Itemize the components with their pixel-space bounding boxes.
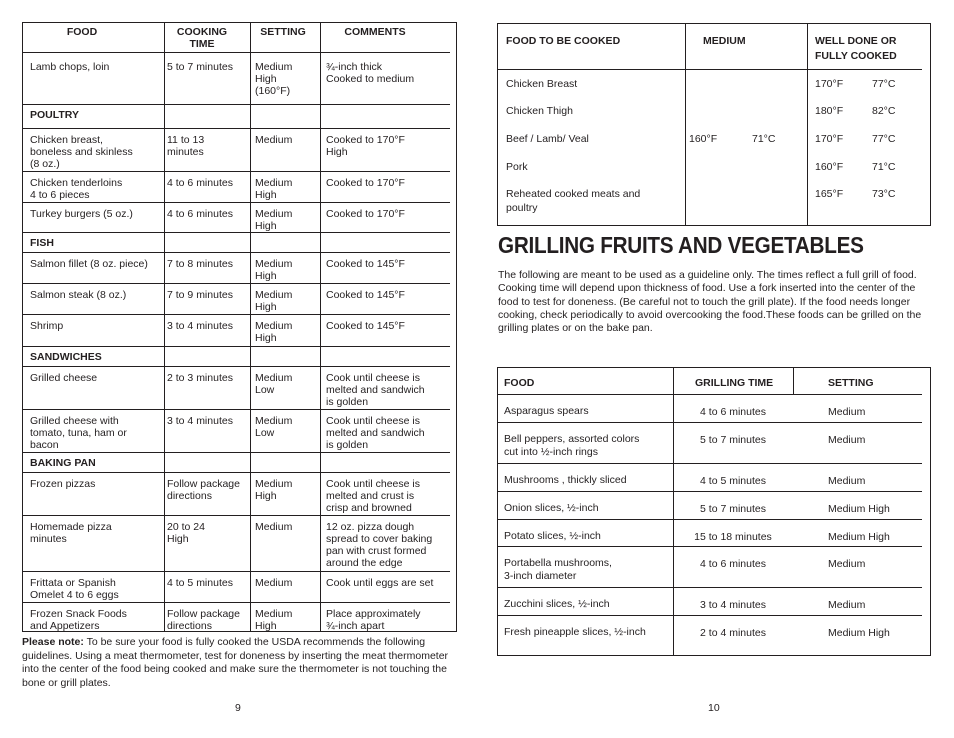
comments-cell: Cooked to 170°F (326, 208, 405, 220)
column-divider (320, 346, 321, 366)
setting-cell: Medium (828, 599, 866, 611)
header-divider (793, 394, 922, 395)
time-cell: 4 to 6 minutes (167, 177, 233, 189)
food-cell: Portabella mushrooms, 3-inch diameter (504, 557, 612, 582)
food-cell: Fresh pineapple slices, ½-inch (504, 626, 646, 638)
cooking-chart-table (22, 22, 457, 632)
row-divider (23, 472, 450, 473)
column-header-medium: MEDIUM (703, 35, 746, 47)
food-cell: Bell peppers, assorted colors cut into ½-inch rings (504, 433, 640, 458)
column-divider (320, 53, 321, 104)
grilling-time-cell: 5 to 7 minutes (700, 503, 766, 515)
setting-cell: Medium High (255, 478, 293, 502)
setting-cell: Medium High (255, 608, 293, 632)
column-divider (320, 602, 321, 632)
setting-cell: Medium High (255, 177, 293, 201)
setting-cell: Medium Low (255, 372, 293, 396)
food-cell: Onion slices, ½-inch (504, 502, 599, 514)
column-divider (250, 202, 251, 232)
column-divider (250, 171, 251, 202)
food-cell: Chicken tenderloins 4 to 6 pieces (30, 177, 123, 201)
row-divider (498, 491, 673, 492)
food-cell: Salmon fillet (8 oz. piece) (30, 258, 148, 270)
time-cell: 2 to 3 minutes (167, 372, 233, 384)
row-divider (673, 587, 793, 588)
time-cell: 7 to 8 minutes (167, 258, 233, 270)
column-divider (164, 128, 165, 171)
note-text: To be sure your food is fully cooked the USDA recommends the following guidelines. Using a meat thermometer, test for doneness by inserting the meat thermometer into the center of the food being cooked and make sure the thermometer is not touching the bone or grill plates. (22, 636, 449, 689)
setting-cell: Medium High (255, 258, 293, 282)
comments-cell: Cook until cheese is melted and sandwich is golden (326, 415, 425, 451)
row-divider (793, 519, 922, 520)
food-cell: Frozen pizzas (30, 478, 96, 490)
row-divider (23, 202, 450, 203)
column-divider (164, 252, 165, 283)
well-done-c-cell: 82°C (872, 105, 896, 117)
column-divider (164, 283, 165, 314)
column-divider (164, 53, 165, 104)
column-divider (250, 23, 251, 53)
grilling-time-cell: 3 to 4 minutes (700, 599, 766, 611)
column-divider (250, 346, 251, 366)
column-divider (320, 252, 321, 283)
food-cell: Grilled cheese (30, 372, 98, 384)
setting-cell: Medium (255, 577, 293, 589)
header-divider (498, 69, 922, 70)
row-divider (498, 587, 673, 588)
well-done-c-cell: 73°C (872, 188, 896, 200)
time-cell: 5 to 7 minutes (167, 61, 233, 73)
time-cell: 4 to 5 minutes (167, 577, 233, 589)
row-divider (673, 615, 793, 616)
column-divider (250, 283, 251, 314)
setting-cell: Medium (828, 558, 866, 570)
doneness-temperature-table (497, 23, 931, 226)
row-divider (23, 571, 450, 572)
setting-cell: Medium (828, 434, 866, 446)
row-divider (23, 515, 450, 516)
setting-cell: Medium High (255, 320, 293, 344)
time-cell: 4 to 6 minutes (167, 208, 233, 220)
row-divider (23, 283, 450, 284)
setting-cell: Medium (828, 475, 866, 487)
row-divider (673, 546, 793, 547)
usda-note (22, 636, 454, 690)
column-divider (250, 232, 251, 252)
food-cell: Beef / Lamb/ Veal (506, 133, 589, 145)
column-divider (320, 314, 321, 346)
setting-cell: Medium Low (255, 415, 293, 439)
column-divider (250, 515, 251, 571)
column-divider (320, 232, 321, 252)
medium-f-cell: 160°F (689, 133, 718, 145)
column-divider (807, 24, 808, 225)
food-cell: Homemade pizza minutes (30, 521, 112, 545)
grilling-time-cell: 2 to 4 minutes (700, 627, 766, 639)
section-title: GRILLING FRUITS AND VEGETABLES (498, 232, 864, 258)
food-cell: Pork (506, 161, 528, 173)
row-divider (793, 491, 922, 492)
note-label: Please note: (22, 636, 84, 648)
comments-cell: Cook until eggs are set (326, 577, 434, 589)
column-divider (164, 202, 165, 232)
row-divider (793, 422, 922, 423)
column-divider (164, 232, 165, 252)
intro-paragraph: The following are meant to be used as a guideline only. The times reflect a full grill of food. Cooking time will depend upon thickness of food. Use a fork inserted into the center of the food to test for doneness. (Be careful not to touch the grill plate). If the food needs longer cooking, check periodically to avoid overcooking the food.These foods can be grilled on the grilling plates or on the bake pan. (498, 269, 922, 335)
row-divider (793, 587, 922, 588)
setting-cell: Medium High (255, 208, 293, 232)
time-cell: 7 to 9 minutes (167, 289, 233, 301)
food-cell: Frittata or Spanish Omelet 4 to 6 eggs (30, 577, 119, 601)
comments-cell: ¾-inch thick Cooked to medium (326, 61, 415, 85)
row-divider (793, 615, 922, 616)
header-divider (23, 52, 450, 53)
row-divider (23, 104, 450, 105)
column-divider (164, 366, 165, 409)
column-divider (250, 571, 251, 602)
section-heading: FISH (30, 237, 54, 249)
column-divider (250, 366, 251, 409)
food-cell: Chicken Thigh (506, 105, 573, 117)
grilling-time-cell: 15 to 18 minutes (694, 531, 772, 543)
column-divider (164, 409, 165, 452)
row-divider (673, 491, 793, 492)
column-divider (164, 23, 165, 53)
row-divider (23, 128, 450, 129)
well-done-f-cell: 170°F (815, 133, 844, 145)
column-divider (320, 366, 321, 409)
time-cell: Follow package directions (167, 478, 240, 502)
grilling-time-cell: 5 to 7 minutes (700, 434, 766, 446)
comments-cell: Cooked to 170°F High (326, 134, 405, 158)
setting-cell: Medium High (828, 531, 890, 543)
column-divider (250, 252, 251, 283)
column-divider (685, 24, 686, 225)
column-divider (250, 602, 251, 632)
column-divider (320, 472, 321, 515)
column-header-comments: COMMENTS (344, 26, 406, 38)
medium-c-cell: 71°C (752, 133, 776, 145)
well-done-f-cell: 170°F (815, 78, 844, 90)
column-header-grilling-time: GRILLING TIME (695, 377, 774, 389)
grilling-time-cell: 4 to 6 minutes (700, 558, 766, 570)
food-cell: Frozen Snack Foods and Appetizers (30, 608, 127, 632)
header-divider (673, 394, 793, 395)
row-divider (793, 463, 922, 464)
well-done-f-cell: 165°F (815, 188, 844, 200)
page-number-left: 9 (235, 702, 241, 714)
page-number-right: 10 (708, 702, 720, 714)
row-divider (498, 422, 673, 423)
column-divider (320, 571, 321, 602)
section-heading: BAKING PAN (30, 457, 96, 469)
column-divider (320, 128, 321, 171)
food-cell: Zucchini slices, ½-inch (504, 598, 610, 610)
row-divider (23, 252, 450, 253)
column-divider (320, 23, 321, 53)
column-divider (250, 104, 251, 128)
time-cell: Follow package directions (167, 608, 240, 632)
row-divider (673, 519, 793, 520)
setting-cell: Medium High (255, 289, 293, 313)
well-done-c-cell: 77°C (872, 78, 896, 90)
column-divider (320, 171, 321, 202)
comments-cell: Cook until cheese is melted and sandwich is golden (326, 372, 425, 408)
food-cell: Lamb chops, loin (30, 61, 110, 73)
column-header-food: FOOD (504, 377, 535, 389)
row-divider (498, 615, 673, 616)
setting-cell: Medium (828, 406, 866, 418)
column-header-well-done: WELL DONE OR FULLY COOKED (815, 35, 897, 62)
food-cell: Shrimp (30, 320, 64, 332)
column-divider (164, 104, 165, 128)
row-divider (23, 366, 450, 367)
column-divider (320, 283, 321, 314)
column-divider (164, 472, 165, 515)
column-divider (793, 368, 794, 394)
column-divider (250, 53, 251, 104)
time-cell: 3 to 4 minutes (167, 320, 233, 332)
column-divider (164, 515, 165, 571)
comments-cell: Cooked to 145°F (326, 320, 405, 332)
grilling-fruits-vegetables-table (497, 367, 931, 656)
grilling-time-cell: 4 to 5 minutes (700, 475, 766, 487)
column-header-food-to-be-cooked: FOOD TO BE COOKED (506, 35, 621, 47)
food-cell: Reheated cooked meats and poultry (506, 188, 641, 214)
column-header-cooking-time: COOKING TIME (176, 26, 228, 50)
setting-cell: Medium High (828, 503, 890, 515)
column-divider (250, 314, 251, 346)
column-divider (164, 571, 165, 602)
food-cell: Chicken Breast (506, 78, 578, 90)
well-done-c-cell: 71°C (872, 161, 896, 173)
column-header-food: FOOD (66, 26, 98, 38)
row-divider (793, 546, 922, 547)
header-divider (498, 394, 673, 395)
row-divider (23, 346, 450, 347)
time-cell: 20 to 24 High (167, 521, 205, 545)
row-divider (23, 232, 450, 233)
comments-cell: 12 oz. pizza dough spread to cover baking pan with crust formed around the edge (326, 521, 433, 569)
column-divider (320, 409, 321, 452)
well-done-c-cell: 77°C (872, 133, 896, 145)
row-divider (498, 519, 673, 520)
row-divider (23, 602, 450, 603)
column-divider (320, 515, 321, 571)
row-divider (673, 422, 793, 423)
column-divider (164, 314, 165, 346)
column-divider (164, 602, 165, 632)
well-done-f-cell: 160°F (815, 161, 844, 173)
setting-cell: Medium (255, 521, 293, 533)
column-header-setting: SETTING (260, 26, 306, 38)
setting-cell: Medium High (160°F) (255, 61, 293, 97)
comments-cell: Cooked to 145°F (326, 258, 405, 270)
row-divider (673, 463, 793, 464)
column-divider (250, 452, 251, 472)
column-divider (320, 202, 321, 232)
food-cell: Salmon steak (8 oz.) (30, 289, 127, 301)
row-divider (498, 546, 673, 547)
column-header-setting: SETTING (828, 377, 874, 389)
time-cell: 3 to 4 minutes (167, 415, 233, 427)
comments-cell: Cooked to 145°F (326, 289, 405, 301)
section-heading: SANDWICHES (30, 351, 102, 363)
comments-cell: Cooked to 170°F (326, 177, 405, 189)
column-divider (250, 472, 251, 515)
well-done-f-cell: 180°F (815, 105, 844, 117)
column-divider (164, 452, 165, 472)
food-cell: Mushrooms , thickly sliced (504, 474, 627, 486)
column-divider (320, 452, 321, 472)
row-divider (23, 409, 450, 410)
grilling-time-cell: 4 to 6 minutes (700, 406, 766, 418)
time-cell: 11 to 13 minutes (167, 134, 205, 158)
column-divider (250, 128, 251, 171)
comments-cell: Cook until cheese is melted and crust is crisp and browned (326, 478, 420, 514)
column-divider (320, 104, 321, 128)
row-divider (498, 463, 673, 464)
column-divider (250, 409, 251, 452)
column-divider (164, 346, 165, 366)
food-cell: Asparagus spears (504, 405, 589, 417)
row-divider (23, 314, 450, 315)
setting-cell: Medium (255, 134, 293, 146)
comments-cell: Place approximately ¾-inch apart (326, 608, 421, 632)
row-divider (23, 452, 450, 453)
food-cell: Potato slices, ½-inch (504, 530, 601, 542)
column-divider (164, 171, 165, 202)
food-cell: Grilled cheese with tomato, tuna, ham or bacon (30, 415, 127, 451)
row-divider (23, 171, 450, 172)
section-heading: POULTRY (30, 109, 79, 121)
setting-cell: Medium High (828, 627, 890, 639)
food-cell: Turkey burgers (5 oz.) (30, 208, 133, 220)
food-cell: Chicken breast, boneless and skinless (8 oz.) (30, 134, 133, 170)
